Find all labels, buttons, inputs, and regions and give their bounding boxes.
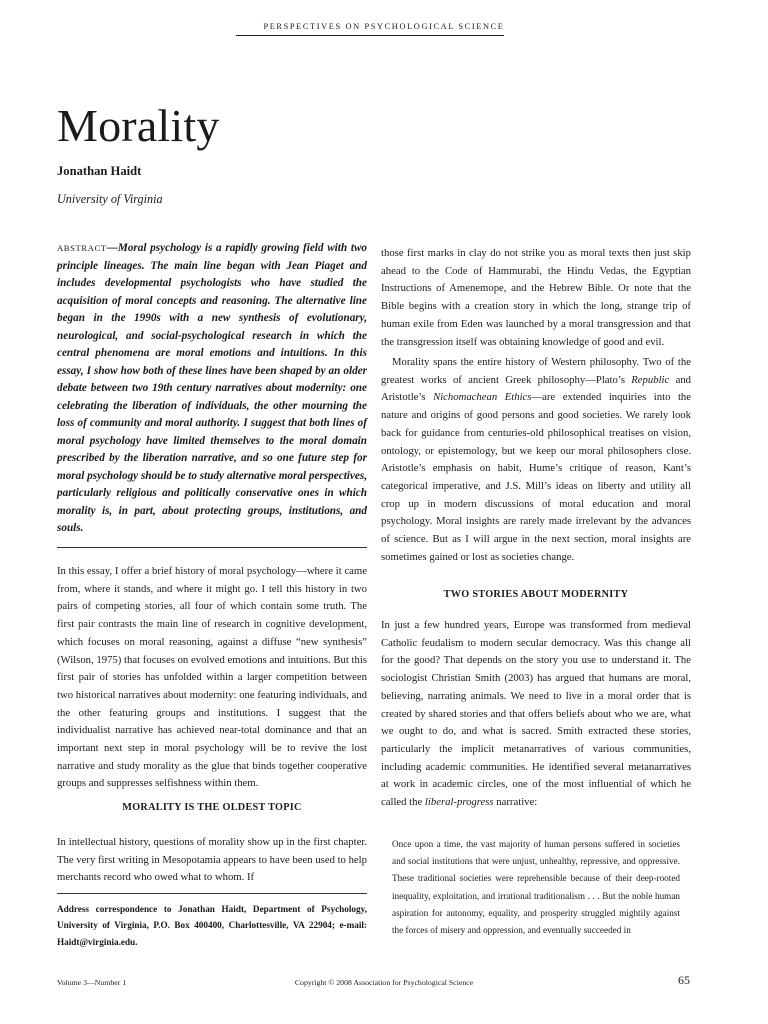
section1-paragraph: In intellectual history, questions of morality show up in the first chapter. The very first writing in Mesopotamia appears to have been used to help merchants record who owed what to whom. If bbox=[57, 836, 367, 884]
para2-text-c: —are extended inquiries into the nature and origins of good persons and good societies. We rarely look back for guidance from centuries-old philosophical treatises on vision, ontology, or epistemology, but we keep our moral philosophers close. Aristotle’s emphasis on habit, Hume’s critique of reason, Kant’s categorical imperative, and J.S. Mill’s ideas on liberty and utility all crop up in modern discussions of moral education and moral psychology. Moral insights are rarely made irrelevant by the advances of science. But as I will argue in the next section, moral insights are sometimes gained or lost as societies change. bbox=[381, 391, 692, 563]
intro-paragraph: In this essay, I offer a brief history of moral psychology—where it came from, where it stands, and where it might go. I tell this history in two pairs of competing stories, all four of which contain some truth. The first pair contrasts the main line of research in cognitive development, which focuses on moral reasoning, against a diffuse “new synthesis” (Wilson, 1975) that focuses on evolved emotions and intuitions. But this first pair of stories has unfolded within a larger competition between two historical narratives about modernity: one featuring individuals, and the other featuring groups and institutions. I suggest that the individualist narrative has achieved near-total dominance and that an important next step in moral psychology will be to revive the lost narrative and study morality as the glue that binds together cooperative groups and suppresses selfishness within them. bbox=[57, 565, 367, 790]
para3-text-a: In just a few hundred years, Europe was transformed from medieval Catholic feudalism to modern secular democracy. Was this change all for the good? That depends on the story you use to understand it. The sociologist Christian Smith (2003) has argued that humans are moral, believing, narrating animals. We need to live in a moral order that is created by shared stories and that offers beliefs about who we are, what we ought to do, and what is sacred. Smith extracted these stories, particularly the implicit metanarratives of various communities, including academic communities. He identified several metanarratives at work in academic circles, one of the most influential of which he called the bbox=[381, 619, 691, 809]
correspondence-note: Address correspondence to Jonathan Haidt, Department of Psychology, University of Virginia, P.O. Box 400400, Charlottesville, VA 22904; e-mail: Haidt@virginia.edu. bbox=[57, 904, 367, 947]
author-name: Jonathan Haidt bbox=[57, 164, 142, 178]
footnote-divider bbox=[57, 893, 367, 894]
footer-copyright: Copyright © 2008 Association for Psychological Science bbox=[294, 978, 474, 987]
para3-text-b: narrative: bbox=[493, 796, 538, 809]
para2-text-a: Morality spans the entire history of Western philosophy. Two of the greatest works of ancient Greek philosophy—Plato’s bbox=[381, 356, 691, 386]
right-paragraph-1: those first marks in clay do not strike you as moral texts then just skip ahead to the Code of Hammurabi, the Hindu Vedas, the Egyptian Instructions of Amenemope, and the Hebrew Bible. Or note that the Bible begins with a creation story in which the long, strange trip of human exile from Eden was launched by a moral transgression and that the transgression itself was obtaining knowledge of good and evil. bbox=[381, 247, 691, 348]
block-quote: Once upon a time, the vast majority of human persons suffered in societies and social institutions that were unjust, unhealthy, repressive, and oppressive. These traditional societies were reprehensible because of their deep-rooted inequality, exploitation, and irrational traditionalism . . . But the noble human aspiration for autonomy, equality, and prosperity struggled mightily against the forces of misery and oppression, and eventually succeeded in bbox=[392, 839, 680, 936]
author-affiliation: University of Virginia bbox=[57, 192, 163, 206]
abstract-divider bbox=[57, 547, 367, 548]
header-rule bbox=[236, 35, 504, 36]
ethics-title: Nichomachean Ethics bbox=[433, 391, 532, 404]
running-head: PERSPECTIVES ON PSYCHOLOGICAL SCIENCE bbox=[263, 22, 505, 31]
para2-text-b: and Aristotle’s bbox=[381, 373, 692, 404]
right-paragraph-3 bbox=[381, 617, 691, 812]
section-heading-oldest-topic: MORALITY IS THE OLDEST TOPIC bbox=[122, 802, 302, 813]
right-paragraph-2 bbox=[381, 354, 691, 566]
liberal-progress-term: liberal-progress bbox=[424, 796, 494, 809]
abstract bbox=[57, 240, 367, 538]
abstract-text: —Moral psychology is a rapidly growing field with two principle lineages. The main line began with Jean Piaget and includes developmental psychologists who have studied the acquisition of moral concepts and reasoning. The alternative line began in the 1990s with a new synthesis of evolutionary, neurological, and social-psychological research in which the central phenomena are moral emotions and intuitions. In this essay, I show how both of these lines have been shaped by an older debate between two 19th century narratives about modernity: one celebrating the liberation of individuals, the other mourning the loss of community and moral authority. I suggest that both lines of moral psychology have limited themselves to the moral domain prescribed by the liberation narrative, and so one future step for moral psychology should be to study alternative moral perspectives, particularly religious and politically conservative ones in which morality is, in part, about protecting groups, institutions, and souls. bbox=[57, 242, 367, 534]
page-number: 65 bbox=[678, 973, 690, 987]
footer-volume: Volume 3—Number 1 bbox=[57, 978, 127, 987]
section-heading-modernity: TWO STORIES ABOUT MODERNITY bbox=[443, 589, 629, 600]
republic-title: Republic bbox=[631, 373, 670, 386]
article-title: Morality bbox=[57, 100, 220, 151]
abstract-label: ABSTRACT bbox=[57, 243, 107, 253]
